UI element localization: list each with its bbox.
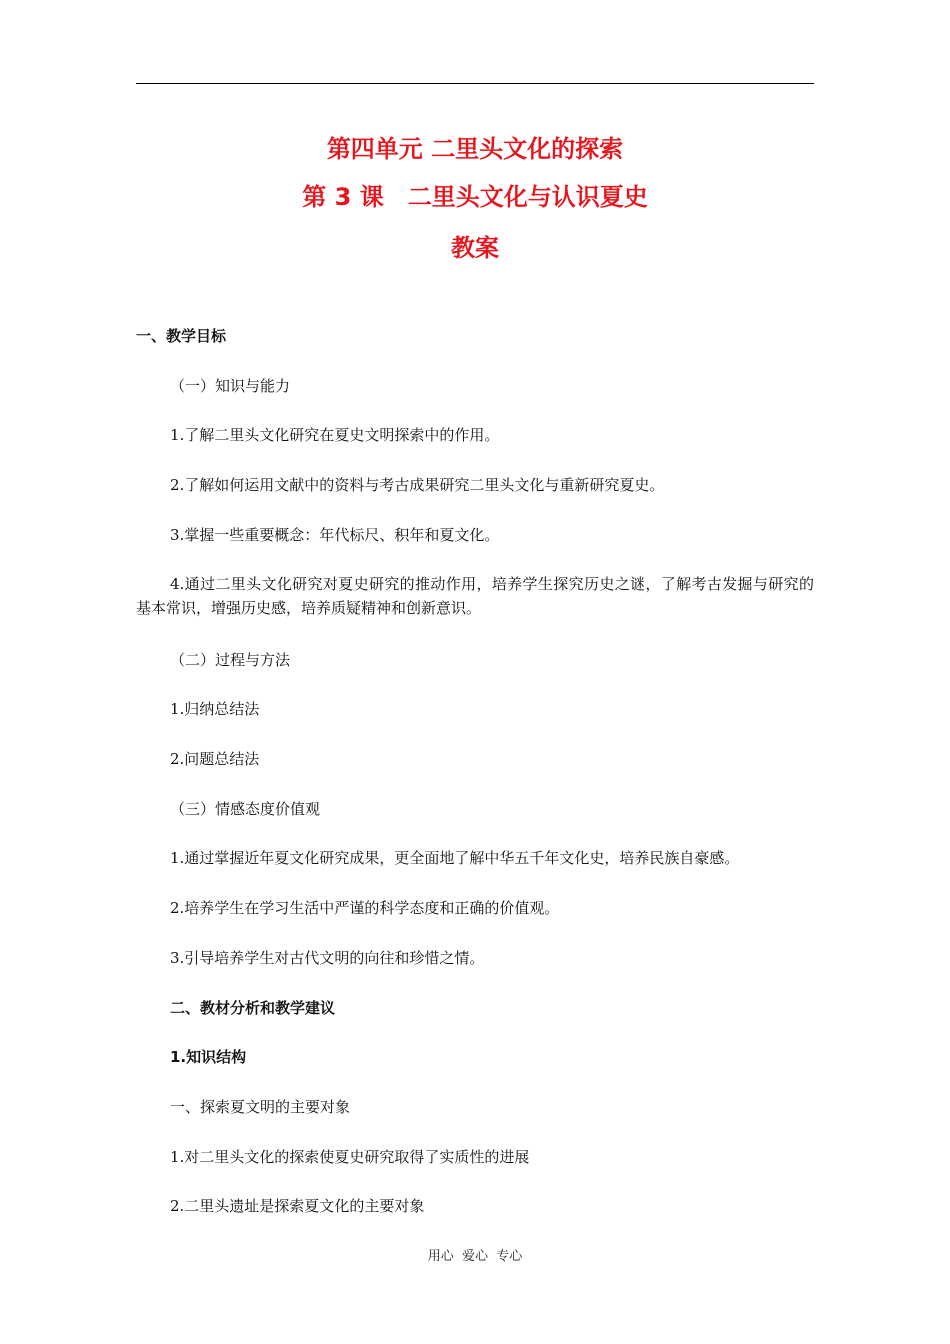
section-heading-teaching-goals: 一、教学目标	[136, 327, 227, 345]
paragraph-structure-heading: 一、探索夏文明的主要对象	[170, 1098, 351, 1116]
paragraph-goal-3: 3.掌握一些重要概念：年代标尺、积年和夏文化。	[170, 526, 500, 544]
document-type-title: 教案	[451, 234, 499, 262]
paragraph-values-2: 2.培养学生在学习生活中严谨的科学态度和正确的价值观。	[170, 899, 560, 917]
paragraph-goal-2: 2.了解如何运用文献中的资料与考古成果研究二里头文化与重新研究夏史。	[170, 476, 665, 494]
paragraph-structure-2: 2.二里头遗址是探索夏文化的主要对象	[170, 1197, 425, 1215]
subheading-knowledge-ability: （一）知识与能力	[170, 377, 291, 395]
subheading-process-method: （二）过程与方法	[170, 651, 291, 669]
paragraph-goal-4: 4.通过二里头文化研究对夏史研究的推动作用，培养学生探究历史之谜，了解考古发掘与研究的基本常识，增强历史感，培养质疑精神和创新意识。	[136, 575, 814, 617]
paragraph-values-3: 3.引导培养学生对古代文明的向往和珍惜之情。	[170, 949, 485, 967]
paragraph-method-1: 1.归纳总结法	[170, 700, 260, 718]
paragraph-structure-1: 1.对二里头文化的探索使夏史研究取得了实质性的进展	[170, 1148, 530, 1166]
lesson-title: 第 3 课 二里头文化与认识夏史	[302, 183, 648, 211]
subheading-knowledge-structure: 1.知识结构	[170, 1048, 247, 1066]
header-rule	[136, 83, 814, 84]
paragraph-goal-1: 1.了解二里头文化研究在夏史文明探索中的作用。	[170, 426, 500, 444]
page-footer: 用心 爱心 专心	[427, 1249, 523, 1264]
paragraph-method-2: 2.问题总结法	[170, 750, 260, 768]
subheading-emotion-values: （三）情感态度价值观	[170, 800, 321, 818]
section-heading-analysis: 二、教材分析和教学建议	[170, 999, 336, 1017]
unit-title: 第四单元 二里头文化的探索	[326, 135, 624, 163]
paragraph-values-1: 1.通过掌握近年夏文化研究成果，更全面地了解中华五千年文化史，培养民族自豪感。	[170, 849, 740, 867]
